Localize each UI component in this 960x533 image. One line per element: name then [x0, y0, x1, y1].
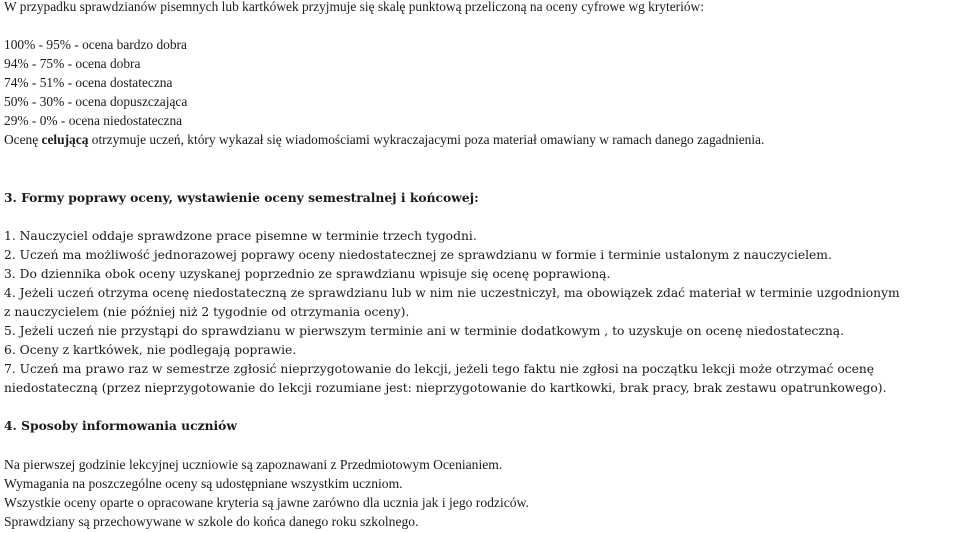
section-3-item-continuation: niedostateczną (przez nieprzygotowanie do lekcji rozumiane jest: nieprzygotowanie do kartkowki, brak pracy, brak zestawu opatrunkowego). [4, 381, 887, 395]
section-3-item: 2. Uczeń ma możliwość jednorazowej poprawy oceny niedostatecznej ze sprawdzianu w formie i terminie ustalonym z nauczycielem. [4, 248, 832, 262]
section-3-item: 6. Oceny z kartkówek, nie podlegają poprawie. [4, 343, 297, 357]
grading-scale-item: 74% - 51% - ocena dostateczna [4, 75, 173, 90]
grading-scale-item: 94% - 75% - ocena dobra [4, 56, 141, 71]
section-3-item: 1. Nauczyciel oddaje sprawdzone prace pisemne w terminie trzech tygodni. [4, 229, 477, 243]
section-4-item: Na pierwszej godzinie lekcyjnej uczniowie są zapoznawani z Przedmiotowym Ocenianiem. [4, 457, 503, 472]
celujaca-note-prefix: Ocenę [4, 132, 42, 147]
section-4-item: Wymagania na poszczególne oceny są udostępniane wszystkim uczniom. [4, 476, 403, 491]
section-4-heading: 4. Sposoby informowania uczniów [4, 418, 237, 433]
section-4-item: Wszystkie oceny oparte o opracowane kryteria są jawne zarówno dla ucznia jak i jego rodziców. [4, 495, 529, 510]
section-3-item: 4. Jeżeli uczeń otrzyma ocenę niedostateczną ze sprawdzianu lub w nim nie uczestniczył, ma obowiązek zdać materiał w terminie uzgodnionym [4, 286, 900, 300]
celujaca-note-bold: celującą [41, 132, 89, 147]
section-3-item: 7. Uczeń ma prawo raz w semestrze zgłosić nieprzygotowanie do lekcji, jeżeli tego faktu nie zgłosi na początku lekcji może otrzymać ocenę [4, 362, 875, 376]
grading-scale-item: 100% - 95% - ocena bardzo dobra [4, 37, 187, 52]
grading-scale-item: 50% - 30% - ocena dopuszczająca [4, 94, 188, 109]
section-3-item: 3. Do dziennika obok oceny uzyskanej poprzednio ze sprawdzianu wpisuje się ocenę poprawioną. [4, 267, 611, 281]
section-4-item: Sprawdziany są przechowywane w szkole do końca danego roku szkolnego. [4, 514, 419, 529]
section-3-item-continuation: z nauczycielem (nie później niż 2 tygodnie od otrzymania oceny). [4, 305, 410, 319]
grading-scale-item: 29% - 0% - ocena niedostateczna [4, 113, 183, 128]
section-3-item: 5. Jeżeli uczeń nie przystąpi do sprawdzianu w pierwszym terminie ani w terminie dodatkowym , to uzyskuje on ocenę niedostateczną. [4, 324, 845, 338]
celujaca-note [4, 131, 764, 149]
section-3-heading: 3. Formy poprawy oceny, wystawienie oceny semestralnej i końcowej: [4, 190, 479, 205]
celujaca-note-suffix: otrzymuje uczeń, który wykazał się wiadomościami wykraczajacymi poza materiał omawiany w ramach danego zagadnienia. [88, 132, 765, 147]
intro-paragraph: W przypadku sprawdzianów pisemnych lub kartkówek przyjmuje się skalę punktową przeliczoną na oceny cyfrowe wg kryteriów: [4, 0, 704, 14]
